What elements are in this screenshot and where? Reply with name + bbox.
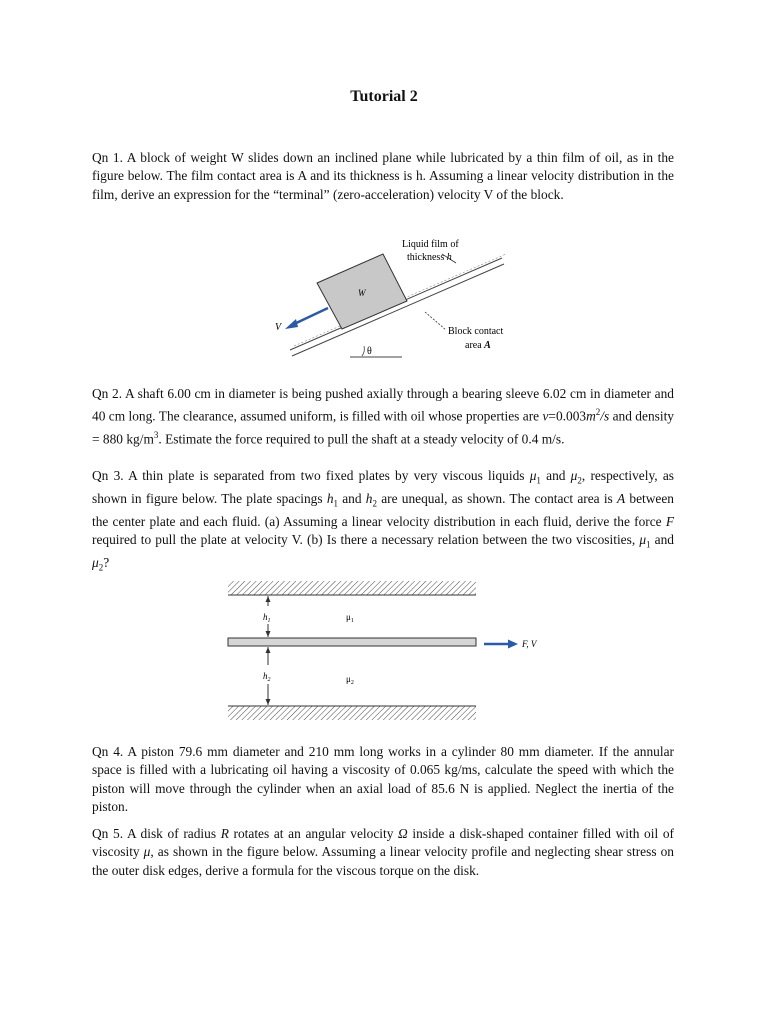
h2-label: $h_2$: [263, 671, 271, 683]
mu2-label: $\mu_2$: [346, 674, 354, 686]
question-3-text: Qn 3. A thin plate is separated from two fixed plates by very viscous liquids $\mu_1$ and $\mu_2$, respectively, as shown in figure below. The plate spacings $h_1$ and $h_2$ are unequal, as shown. The contact area is A between the center plate and each fluid. (a) Assuming a linear velocity distribution in each fluid, derive the force F required to pull the plate at velocity V. (b) Is there a necessary relation between the two viscosities, $\mu_1$ and $\mu_2$?: [92, 468, 675, 573]
force-velocity-label: F, V: [522, 639, 537, 649]
question-4-text: Qn 4. A piston 79.6 mm diameter and 210 mm long works in a cylinder 80 mm diameter. If the annular space is filled with a lubricating oil having a viscosity of 0.065 kg/ms, calculate the speed with which the piston will move through the cylinder when an axial load of 85.6 N is applied. Neglect the inertia of the piston.: [92, 744, 674, 814]
velocity-arrow: [292, 308, 328, 325]
angle-label: θ: [367, 346, 372, 357]
h1-label: $h_1$: [263, 612, 271, 624]
parallel-plates-figure: [225, 578, 555, 726]
velocity-label: V: [275, 322, 282, 333]
mu1-label: $\mu_1$: [346, 612, 354, 624]
bottom-fixed-plate: [228, 706, 476, 720]
contact-label-line1: Block contact: [448, 326, 504, 337]
top-fixed-plate: [228, 581, 476, 595]
question-5-text: Qn 5. A disk of radius R rotates at an angular velocity Ω inside a disk-shaped container filled with oil of viscosity μ, as shown in the figure below. Assuming a linear velocity profile and neglecting shear stress on the outer disk edges, derive a formula for the viscous torque on the disk.: [92, 826, 674, 878]
center-moving-plate: [228, 638, 476, 646]
question-2-text: Qn 2. A shaft 6.00 cm in diameter is being pushed axially through a bearing sleeve 6.02 cm in diameter and 40 cm long. The clearance, assumed uniform, is filled with oil whose properties are $\nu=0.003m^2/s$ and density = 880 $kg/m^3$. Estimate the force required to pull the shaft at a steady velocity of 0.4 m/s.: [92, 386, 674, 447]
weight-label: W: [358, 288, 366, 298]
film-label-line2: thickness h: [407, 252, 452, 263]
question-1-text: Qn 1. A block of weight W slides down an inclined plane while lubricated by a thin film of oil, as in the figure below. The film contact area is A and its thickness is h. Assuming a linear velocity distribution in the film, derive an expression for the “terminal” (zero-acceleration) velocity V of the block.: [92, 150, 674, 202]
contact-label-line2: area A: [465, 340, 491, 351]
inclined-plane-figure: [270, 230, 520, 365]
page-title: Tutorial 2: [350, 88, 418, 105]
film-label-line1: Liquid film of: [402, 239, 459, 250]
